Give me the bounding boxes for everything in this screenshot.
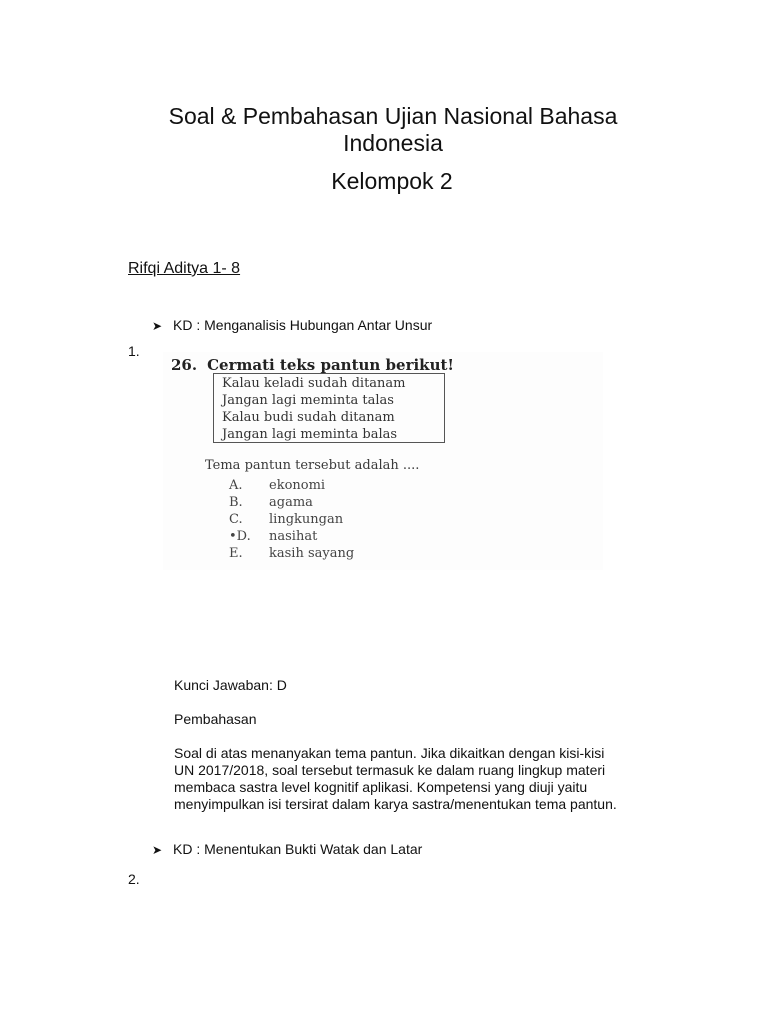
author-heading: Rifqi Aditya 1- 8 — [128, 260, 241, 277]
question-heading-text: Cermati teks pantun berikut! — [207, 356, 454, 374]
document-title-line2: Indonesia — [343, 130, 443, 156]
option-text: lingkungan — [269, 512, 344, 527]
discussion-line: menyimpulkan isi tersirat dalam karya sastra/menentukan tema pantun. — [174, 796, 617, 812]
option-text: kasih sayang — [269, 546, 355, 561]
option-text: ekonomi — [269, 478, 326, 493]
pantun-box — [213, 373, 445, 443]
answer-option — [229, 545, 354, 562]
pantun-line: Jangan lagi meminta balas — [222, 427, 398, 442]
question-original-number: 26. — [171, 356, 198, 374]
answer-option — [229, 511, 354, 528]
answer-options — [229, 477, 354, 562]
option-text: agama — [269, 495, 313, 510]
discussion-text — [174, 745, 684, 813]
option-letter: C. — [229, 512, 243, 527]
kd-section-1-label: KD : Menganalisis Hubungan Antar Unsur — [173, 317, 433, 333]
option-letter: E. — [229, 546, 243, 561]
pantun-line: Kalau keladi sudah ditanam — [222, 376, 406, 391]
answer-key: Kunci Jawaban: D — [174, 677, 287, 693]
arrow-bullet-icon: ➤ — [152, 843, 163, 857]
discussion-line: Soal di atas menanyakan tema pantun. Jika dikaitkan dengan kisi-kisi — [174, 745, 605, 761]
document-subtitle: Kelompok 2 — [331, 168, 453, 194]
arrow-bullet-icon: ➤ — [152, 319, 163, 333]
question-prompt: Tema pantun tersebut adalah .... — [205, 458, 420, 473]
discussion-line: UN 2017/2018, soal tersebut termasuk ke dalam ruang lingkup materi — [174, 762, 606, 778]
answer-option — [229, 528, 354, 545]
discussion-title: Pembahasan — [174, 711, 257, 727]
discussion-line: membaca sastra level kognitif aplikasi. Kompetensi yang diuji yaitu — [174, 779, 588, 795]
kd-section-2-label: KD : Menentukan Bukti Watak dan Latar — [173, 841, 423, 857]
kd-section-2 — [152, 840, 422, 859]
pantun-line: Kalau budi sudah ditanam — [222, 410, 395, 425]
option-letter: B. — [229, 495, 243, 510]
question-number-2: 2. — [128, 871, 140, 887]
option-text: nasihat — [269, 529, 318, 544]
option-letter: A. — [229, 478, 243, 493]
question-heading — [171, 356, 454, 374]
kd-section-1 — [152, 316, 432, 335]
document-title-line1: Soal & Pembahasan Ujian Nasional Bahasa — [168, 103, 618, 129]
answer-option — [229, 477, 354, 494]
option-letter: •D. — [229, 529, 251, 544]
scanned-question-image — [163, 352, 603, 570]
answer-option — [229, 494, 354, 511]
pantun-line: Jangan lagi meminta talas — [222, 393, 394, 408]
question-number-1: 1. — [128, 343, 140, 359]
